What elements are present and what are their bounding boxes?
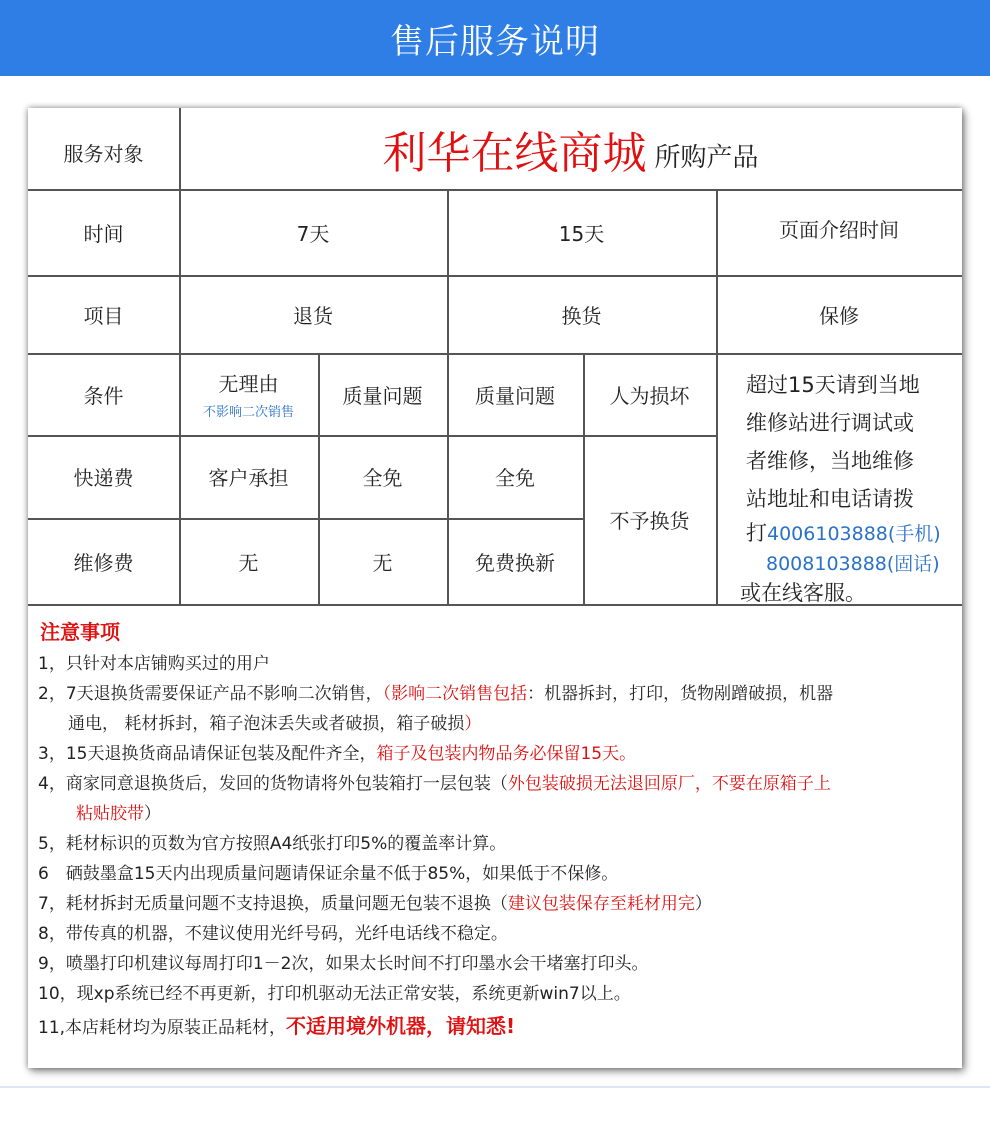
note-text: 10，现xp系统已经不再更新，打印机驱动无法正常安装，系统更新win7以上。: [38, 984, 631, 1004]
note-4-cont: [38, 799, 958, 829]
shipping-free-return: 全免: [362, 466, 403, 490]
page-header: [0, 0, 990, 76]
item-label: 项目: [83, 303, 124, 328]
note-4: [38, 769, 958, 799]
repair-fee-none-1: 无: [238, 550, 259, 575]
repair-line: 维修站进行调试或: [746, 411, 914, 435]
service-label: 服务对象: [63, 142, 144, 166]
shipping-label: 快递费: [73, 466, 134, 490]
time-label: 时间: [83, 221, 124, 246]
note-text: ）: [144, 804, 161, 824]
note-7: [38, 889, 958, 919]
note-text: 11,本店耗材均为原装正品耗材，: [38, 1018, 287, 1038]
repair-line: 或在线客服。: [740, 581, 866, 605]
item-return: 退货: [293, 303, 333, 328]
service-card: [28, 108, 962, 1068]
note-text: 6 硒鼓墨盒15天内出现质量问题请保证余量不低于85%，如果低于不保修。: [38, 864, 619, 884]
time-7days: 7天: [296, 221, 330, 246]
repair-fee-label: 维修费: [73, 550, 134, 575]
note-8: [38, 919, 958, 949]
bottom-divider: [0, 1086, 990, 1088]
condition-quality-return: 质量问题: [342, 383, 423, 408]
condition-label: 条件: [83, 383, 124, 408]
note-5: [38, 829, 958, 859]
notes-section: [38, 616, 958, 1045]
note-1: [38, 649, 958, 679]
page-title: 售后服务说明: [390, 21, 600, 62]
note-highlight: ）: [464, 714, 482, 734]
time-15days: 15天: [558, 221, 605, 246]
condition-quality-exchange: 质量问题: [475, 383, 555, 408]
note-text: 7，耗材拆封无质量问题不支持退换，质量问题无包装不退换（: [38, 894, 508, 914]
note-text: ）: [694, 894, 712, 914]
note-9: [38, 949, 958, 979]
repair-instructions: [740, 366, 962, 607]
note-10: [38, 979, 958, 1009]
condition-no-reason: [179, 353, 318, 435]
note-text: 3，15天退换货商品请保证包装及配件齐全，: [38, 744, 377, 764]
note-text: 8，带传真的机器，不建议使用光纤号码，光纤电话线不稳定。: [38, 924, 508, 944]
brand-suffix: 所购产品: [654, 143, 759, 173]
item-repair: 保修: [819, 303, 859, 328]
no-reason-note: 不影响二次销售: [202, 405, 294, 420]
shipping-free-exchange: 全免: [495, 466, 535, 490]
note-6: [38, 859, 958, 889]
note-highlight: 箱子及包装内物品务必保留15天。: [376, 744, 637, 764]
service-brand-cell: [179, 108, 962, 189]
note-2-cont: [38, 709, 958, 739]
repair-line-prefix: 打: [746, 521, 767, 545]
note-text: 通电， 耗材拆封，箱子泡沫丢失或者破损，箱子破损: [68, 714, 465, 734]
note-highlight: 不适用境外机器，请知悉!: [286, 1014, 516, 1038]
note-text: 1，只针对本店铺购买过的用户: [38, 654, 270, 674]
no-reason-text: 无理由: [218, 372, 279, 396]
notes-title: 注意事项: [40, 620, 120, 644]
note-text: 5，耗材标识的页数为官方按照A4纸张打印5%的覆盖率计算。: [38, 834, 507, 854]
phone-mobile: 4006103888(手机): [767, 523, 941, 545]
repair-fee-free-replace: 免费换新: [475, 550, 555, 575]
item-exchange: 换货: [561, 303, 602, 328]
note-2: [38, 679, 958, 709]
note-text: 2，7天退换货需要保证产品不影响二次销售，: [38, 684, 383, 704]
note-text: ：机器拆封，打印，货物剐蹭破损，机器: [527, 684, 834, 704]
brand-name: 利华在线商城: [382, 127, 647, 179]
repair-line: 者维修，当地维修: [746, 449, 914, 473]
no-exchange: 不予换货: [609, 509, 690, 533]
note-highlight: 粘贴胶带: [76, 804, 144, 824]
repair-phone-row: [746, 518, 962, 549]
note-highlight: （影响二次销售包括: [382, 684, 528, 704]
note-highlight: 建议包装保存至耗材用完: [507, 894, 695, 914]
condition-human-damage: 人为损坏: [609, 383, 690, 408]
repair-line: 站地址和电话请拨: [746, 487, 914, 511]
phone-fixed: 8008103888(固话): [766, 553, 940, 575]
repair-fee-none-2: 无: [372, 550, 393, 575]
note-3: [38, 739, 958, 769]
time-page: 页面介绍时间: [779, 217, 899, 242]
note-text: 4，商家同意退换货后，发回的货物请将外包装箱打一层包装（: [38, 774, 508, 794]
note-11: [38, 1009, 958, 1045]
note-text: 9，喷墨打印机建议每周打印1－2次，如果太长时间不打印墨水会干堵塞打印头。: [38, 954, 649, 974]
note-highlight: 外包装破损无法退回原厂，不要在原箱子上: [507, 774, 831, 794]
shipping-customer: 客户承担: [208, 466, 289, 490]
repair-line: 超过15天请到当地: [746, 373, 920, 397]
